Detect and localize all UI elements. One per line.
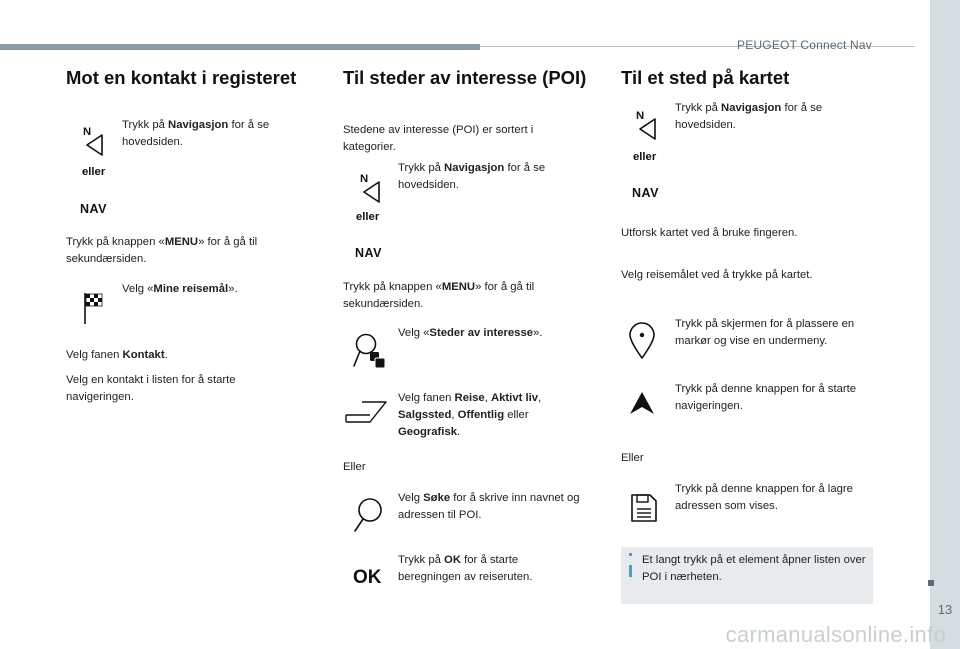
navigation-arrow-icon: [636, 117, 658, 141]
nav-button-label: NAV: [355, 246, 382, 260]
nav-n-label: N: [636, 110, 645, 122]
nav-n-label: N: [360, 173, 369, 185]
col3-title: Til et sted på kartet: [621, 67, 790, 88]
navigation-arrow-icon: [360, 180, 382, 204]
brand-title: PEUGEOT Connect Nav: [737, 38, 872, 52]
col2-tab-step: Velg fanen Reise, Aktivt liv, Salgssted, Offentlig eller Geografisk.: [398, 392, 542, 438]
col1-tab-step: Velg fanen Kontakt.: [66, 349, 168, 361]
col2-step1: Trykk på Navigasjon for å se hovedsiden.: [398, 162, 546, 191]
or-label: eller: [82, 166, 106, 178]
nav-button-label: NAV: [632, 186, 659, 200]
col2-search-step: Velg Søke for å skrive inn navnet og adressen til POI.: [398, 492, 580, 521]
col3-else: Eller: [621, 452, 644, 464]
start-navigation-icon: [628, 390, 656, 416]
col1-title: Mot en kontakt i registeret: [66, 67, 297, 88]
navigation-arrow-icon: [83, 133, 105, 157]
nav-button-label: NAV: [80, 202, 107, 216]
save-icon: [628, 493, 658, 523]
header-bar: [0, 44, 480, 50]
col2-intro: Stedene av interesse (POI) er sortert i kategorier.: [343, 124, 534, 153]
category-tab-icon: [344, 399, 388, 425]
ok-button-label: OK: [353, 567, 382, 588]
search-icon: [352, 497, 386, 533]
col3-marker-step: Trykk på skjermen for å plassere en markør og vise en undermeny.: [675, 318, 855, 347]
col3-step1: Trykk på Navigasjon for å se hovedsiden.: [675, 102, 823, 131]
col3-start-step: Trykk på denne knappen for å starte navigeringen.: [675, 383, 857, 412]
col3-save-step: Trykk på denne knappen for å lagre adressen som vises.: [675, 483, 853, 512]
col3-explore: Utforsk kartet ved å bruke fingeren.: [621, 227, 798, 239]
col2-ok-step: Trykk på OK for å starte beregningen av reiseruten.: [398, 554, 533, 583]
nav-n-label: N: [83, 126, 92, 138]
col1-start-step: Velg en kontakt i listen for å starte navigeringen.: [66, 374, 236, 403]
or-label: eller: [356, 211, 380, 223]
col2-else: Eller: [343, 461, 366, 473]
col1-step1: Trykk på Navigasjon for å se hovedsiden.: [122, 119, 270, 148]
checkered-flag-icon: [83, 293, 105, 325]
page-number: 13: [937, 602, 953, 617]
col1-menu-step: Trykk på knappen «MENU» for å gå til sekundærsiden.: [66, 236, 258, 265]
page-marker: [928, 580, 934, 586]
map-pin-icon: [627, 322, 657, 360]
col3-select: Velg reisemålet ved å trykke på kartet.: [621, 269, 813, 281]
info-note: [621, 547, 873, 604]
poi-search-icon: [352, 332, 386, 370]
col2-menu-step: Trykk på knappen «MENU» for å gå til sekundærsiden.: [343, 281, 535, 310]
info-icon: [629, 553, 632, 556]
or-label: eller: [633, 151, 657, 163]
page-sidebar: [930, 0, 960, 649]
col2-title: Til steder av interesse (POI): [343, 67, 587, 88]
watermark: carmanualsonline.info: [725, 622, 946, 647]
col2-poi-step: Velg «Steder av interesse».: [398, 327, 543, 339]
info-note-text: Et langt trykk på et element åpner listen over POI i nærheten.: [642, 554, 866, 583]
col1-dest-step: Velg «Mine reisemål».: [122, 283, 238, 295]
